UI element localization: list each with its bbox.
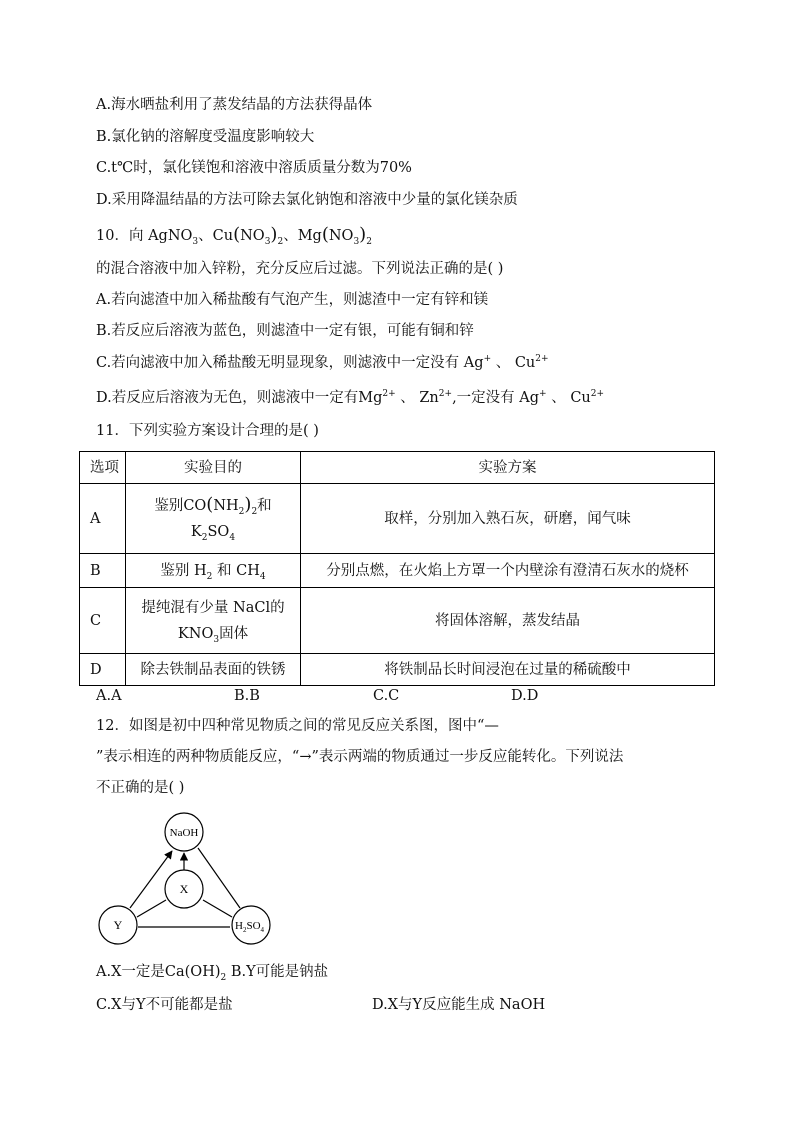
q10-option-b: B.若反应后溶液为蓝色，则滤渣中一定有银，可能有铜和锌 <box>96 323 474 339</box>
q12-stem-line2: ”表示相连的两种物质能反应，“→”表示两端的物质通过一步反应能转化。下列说法 <box>96 749 624 765</box>
q9-option-a: A.海水晒盐利用了蒸发结晶的方法获得晶体 <box>96 97 373 113</box>
q10-intro: 向 <box>128 228 144 244</box>
svg-text:NaOH: NaOH <box>169 827 199 839</box>
q12-stem-line1: 12．如图是初中四种常见物质之间的常见反应关系图，图中“— <box>96 718 499 734</box>
svg-text:H2SO4: $H_2SO_4$ <box>235 920 265 934</box>
q11-choice-b: B.B <box>234 688 260 704</box>
q10-stem: 的混合溶液中加入锌粉，充分反应后过滤。下列说法正确的是( ) <box>96 261 504 277</box>
header-option: 选项 <box>80 452 126 484</box>
svg-text:X: X <box>179 882 189 896</box>
reaction-diagram <box>90 805 290 955</box>
header-purpose: 实验目的 <box>126 452 301 484</box>
q12-option-d: D.X与Y反应能生成 NaOH <box>372 997 546 1013</box>
q11-choice-a: A.A <box>96 688 122 704</box>
q10-option-d: D.若反应后溶液为无色，则滤液中一定有$Mg^{2+}$ 、 $Zn^{2+}$,一定没有 Ag+ 、 $Cu^{2+}$ <box>96 389 605 406</box>
table-header-row <box>80 452 715 484</box>
node-x <box>165 870 203 908</box>
q11-choice-c: C.C <box>373 688 400 704</box>
q9-option-c: C.t℃时，氯化镁饱和溶液中溶质质量分数为70% <box>96 160 412 176</box>
q10-option-a: A.若向滤渣中加入稀盐酸有气泡产生，则滤渣中一定有锌和镁 <box>96 292 489 308</box>
node-naoh <box>165 813 203 851</box>
line-naoh-h2so4 <box>198 848 240 908</box>
experiment-table <box>79 451 715 686</box>
node-y <box>99 906 137 944</box>
q9-option-d: D.采用降温结晶的方法可除去氯化钠饱和溶液中少量的氯化镁杂质 <box>96 192 518 208</box>
svg-text:Y: Y <box>113 918 123 932</box>
node-h2so4 <box>232 906 270 944</box>
q10-number: 10． <box>96 228 129 244</box>
q10-option-c: C.若向滤液中加入稀盐酸无明显现象，则滤液中一定没有 Ag+ 、 $Cu^{2+}$ <box>96 354 549 371</box>
line-x-h2so4 <box>203 900 232 917</box>
q11-choice-d: D.D <box>511 688 539 704</box>
purpose-cell: 鉴别$CO(NH_2)_2$和 $K_2SO_4$ <box>126 484 301 554</box>
formula-cuno32: $Cu(NO_3)_2$ <box>212 224 284 247</box>
q11-stem: 11．下列实验方案设计合理的是( ) <box>96 423 319 439</box>
header-method: 实验方案 <box>301 452 715 484</box>
q12-option-c: C.X与Y不可能都是盐 <box>96 997 233 1013</box>
q10-heading: 10．向 AgNO$_3$、$Cu(NO_3)_2$、$Mg(NO_3)_2$ <box>96 224 372 247</box>
purpose-cell: 提纯混有少量 NaCl的 $KNO_3$固体 <box>126 588 301 654</box>
q9-option-b: B.氯化钠的溶解度受温度影响较大 <box>96 129 315 145</box>
arrow-y-to-naoh <box>130 851 172 908</box>
table-row: D 除去铁制品表面的铁锈 将铁制品长时间浸泡在过量的稀硫酸中 <box>80 654 715 686</box>
purpose-cell: 鉴别 $H_2$ 和 $CH_4$ <box>126 554 301 588</box>
q12-stem-line3: 不正确的是( ) <box>96 780 185 796</box>
table-row: B 鉴别 $H_2$ 和 $CH_4$ 分别点燃，在火焰上方罩一个内壁涂有澄清石灰水的烧杯 <box>80 554 715 588</box>
formula-mgno32: $Mg(NO_3)_2$ <box>297 224 372 247</box>
table-row: C 提纯混有少量 NaCl的 $KNO_3$固体 将固体溶解，蒸发结晶 <box>80 588 715 654</box>
line-y-x <box>137 900 166 917</box>
q12-option-ab: A.X一定是$Ca(OH)_2$ B.Y可能是钠盐 <box>96 964 329 983</box>
table-row: A 鉴别$CO(NH_2)_2$和 $K_2SO_4$ 取样，分别加入熟石灰，研磨，闻气味 <box>80 484 715 554</box>
formula-agno3: AgNO$_3$ <box>148 228 199 247</box>
